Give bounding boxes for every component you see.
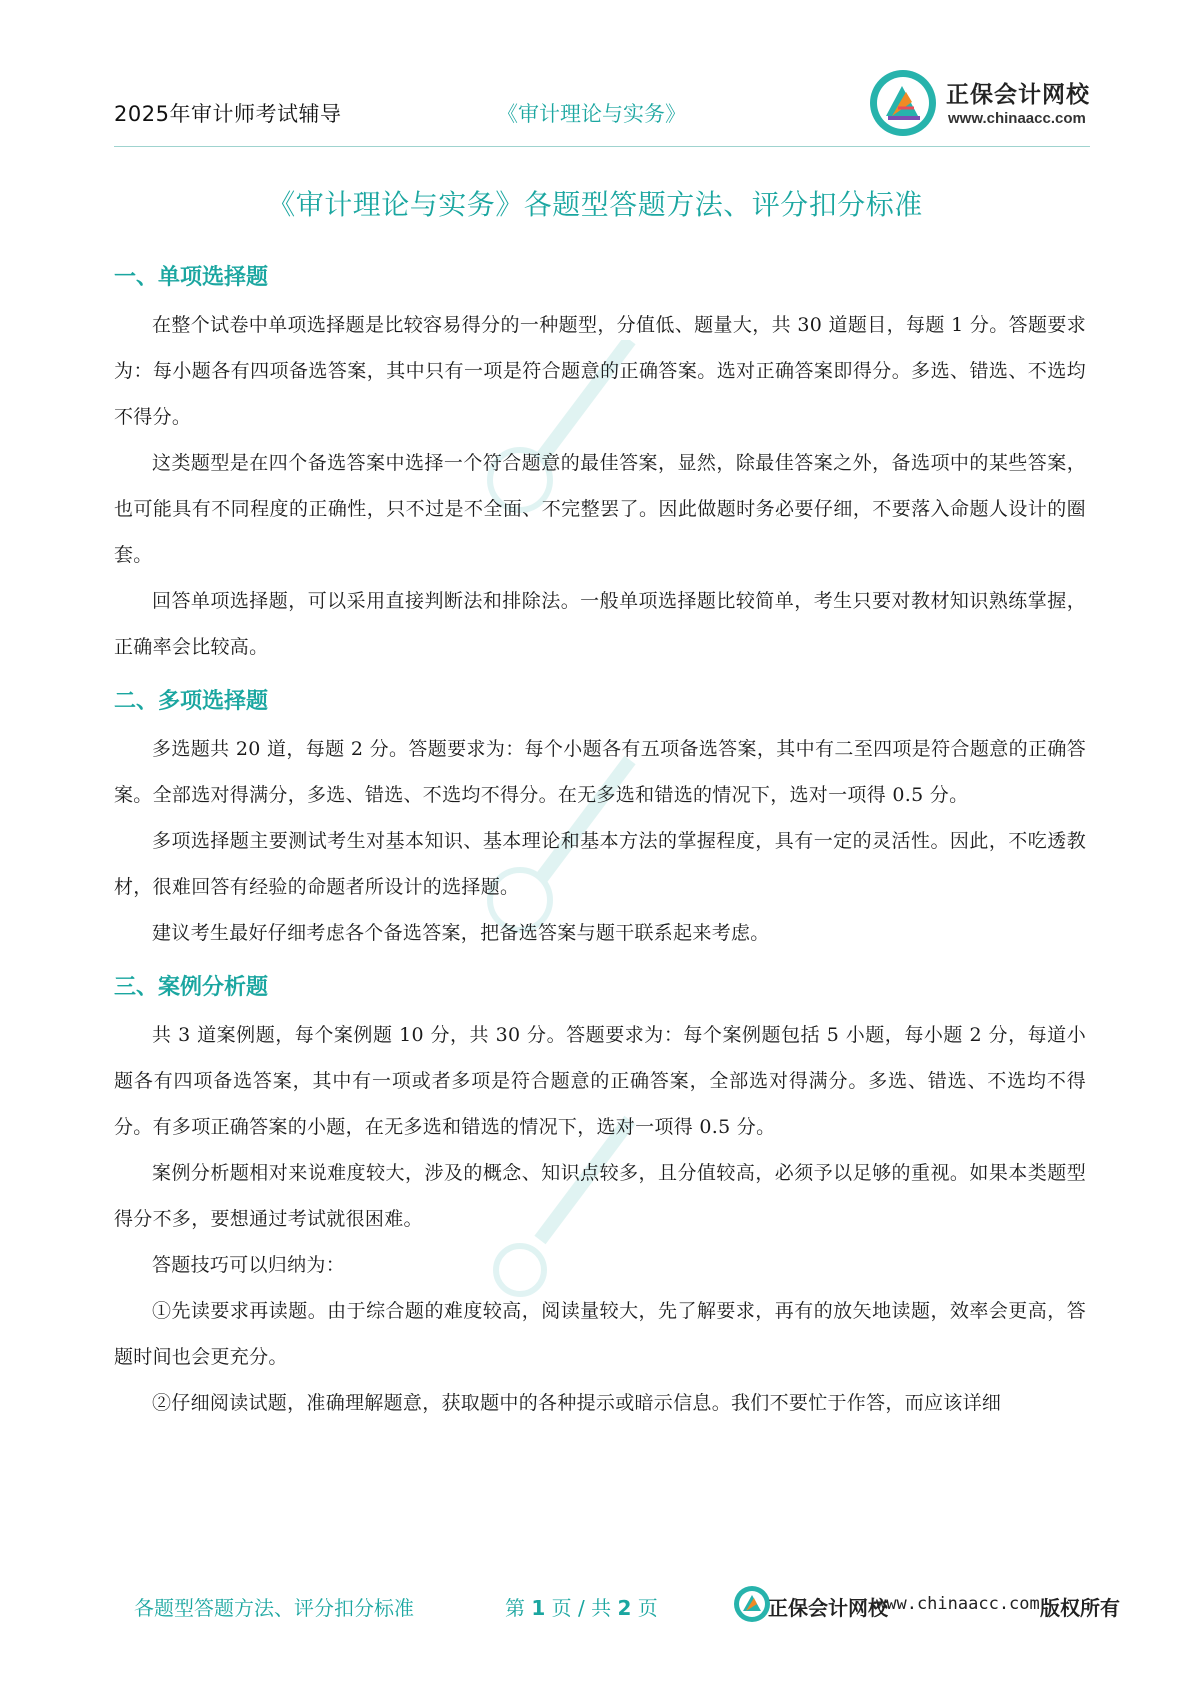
header-subject: 《审计理论与实务》 <box>497 102 686 126</box>
paragraph: 共 3 道案例题，每个案例题 10 分，共 30 分。答题要求为：每个案例题包括 5 小题，每小题 2 分，每道小题各有四项备选答案，其中有一项或者多项是符合题意的正确答案，全部选对得满分。多选、错选、不选均不得分。有多项正确答案的小题，在无多选和错选的情况下，选对一项得 0.5 分。 <box>114 1024 1086 1138</box>
paragraph: 案例分析题相对来说难度较大，涉及的概念、知识点较多，且分值较高，必须予以足够的重视。如果本类题型得分不多，要想通过考试就很困难。 <box>114 1162 1086 1230</box>
footer-brand: 正保会计网校 <box>768 1596 888 1620</box>
paragraph: 答题技巧可以归纳为： <box>152 1254 346 1276</box>
document-body <box>114 266 1086 1426</box>
paragraph: 多项选择题主要测试考生对基本知识、基本理论和基本方法的掌握程度，具有一定的灵活性。因此，不吃透教材，很难回答有经验的命题者所设计的选择题。 <box>114 830 1086 898</box>
paragraph: 多选题共 20 道，每题 2 分。答题要求为：每个小题各有五项备选答案，其中有二至四项是符合题意的正确答案。全部选对得满分，多选、错选、不选均不得分。在无多选和错选的情况下，选对一项得 0.5 分。 <box>114 738 1086 806</box>
page-current: 1 <box>531 1596 546 1620</box>
section-heading-single-choice: 一、单项选择题 <box>114 265 269 290</box>
page-indicator <box>505 1592 658 1621</box>
page-footer <box>0 1582 1190 1622</box>
paragraph: 建议考生最好仔细考虑各个备选答案，把备选答案与题干联系起来考虑。 <box>152 922 770 944</box>
paragraph: ②仔细阅读试题，准确理解题意，获取题中的各种提示或暗示信息。我们不要忙于作答，而应该详细 <box>152 1392 1002 1414</box>
logo-url: www.chinaacc.com <box>948 110 1086 127</box>
logo-brand: 正保会计网校 <box>946 82 1090 108</box>
section-heading-case-analysis: 三、案例分析题 <box>114 975 269 1000</box>
section-heading-multiple-choice: 二、多项选择题 <box>114 689 269 714</box>
footer-doc-title: 各题型答题方法、评分扣分标准 <box>134 1596 414 1620</box>
paragraph: 回答单项选择题，可以采用直接判断法和排除法。一般单项选择题比较简单，考生只要对教材知识熟练掌握，正确率会比较高。 <box>114 590 1086 658</box>
page-prefix: 第 <box>505 1596 525 1620</box>
header-exam-title: 2025年审计师考试辅导 <box>114 102 342 126</box>
header-logo[interactable] <box>868 68 1098 138</box>
page-suffix: 页 <box>637 1596 658 1620</box>
document-title: 《审计理论与实务》各题型答题方法、评分扣分标准 <box>267 188 923 221</box>
page-total: 2 <box>617 1596 632 1620</box>
page-header <box>114 60 1090 147</box>
paragraph: 在整个试卷中单项选择题是比较容易得分的一种题型，分值低、题量大，共 30 道题目，每题 1 分。答题要求为：每小题各有四项备选答案，其中只有一项是符合题意的正确答案。选对正确答案即得分。多选、错选、不选均不得分。 <box>114 314 1086 428</box>
logo-icon <box>868 68 938 138</box>
paragraph: 这类题型是在四个备选答案中选择一个符合题意的最佳答案，显然，除最佳答案之外，备选项中的某些答案，也可能具有不同程度的正确性，只不过是不全面、不完整罢了。因此做题时务必要仔细，不要落入命题人设计的圈套。 <box>114 452 1086 566</box>
footer-logo-icon <box>732 1584 772 1624</box>
page-middle: 页 / 共 <box>551 1596 612 1620</box>
footer-rights: 版权所有 <box>1040 1596 1120 1620</box>
footer-url[interactable]: www.chinaacc.com <box>876 1594 1040 1614</box>
paragraph: ①先读要求再读题。由于综合题的难度较高，阅读量较大，先了解要求，再有的放矢地读题，效率会更高，答题时间也会更充分。 <box>114 1300 1086 1368</box>
